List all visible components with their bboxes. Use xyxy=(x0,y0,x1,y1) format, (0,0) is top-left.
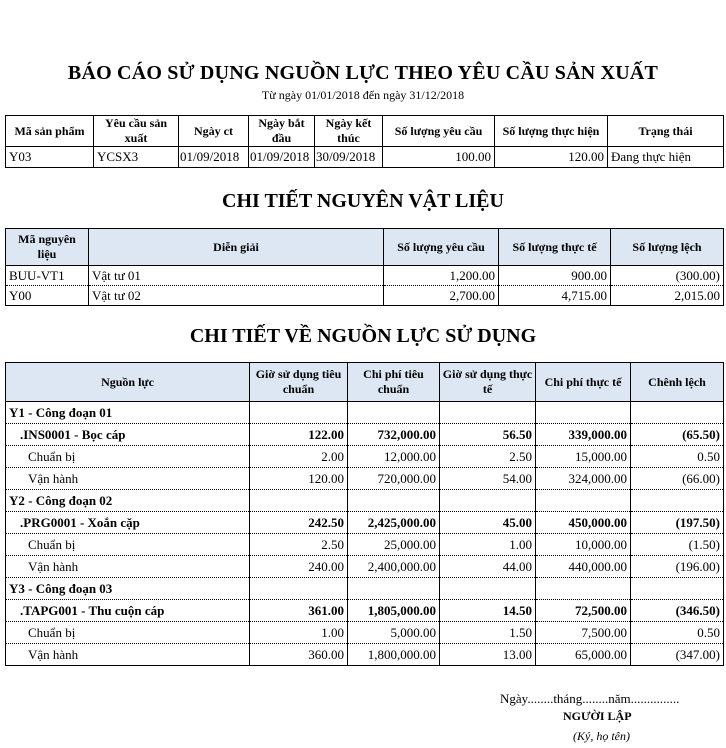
col-actual-hours: Giờ sử dụng thực tế xyxy=(440,363,536,402)
standard-cost: 5,000.00 xyxy=(348,622,440,644)
actual-cost: 440,000.00 xyxy=(536,556,631,578)
col-product-code: Mã sản phẩm xyxy=(6,116,94,147)
standard-cost xyxy=(348,578,440,600)
standard-hours xyxy=(250,578,348,600)
standard-cost: 720,000.00 xyxy=(348,468,440,490)
resource: Vận hành xyxy=(6,556,250,578)
signature-date-line: Ngày........tháng........năm............... xyxy=(500,691,680,706)
table-row xyxy=(6,266,724,286)
resource: Chuẩn bị xyxy=(6,446,250,468)
standard-cost: 25,000.00 xyxy=(348,534,440,556)
standard-cost: 12,000.00 xyxy=(348,446,440,468)
actual-hours xyxy=(440,402,536,424)
col-material-code: Mã nguyên liệu xyxy=(6,229,89,266)
production-request: YCSX3 xyxy=(94,147,179,168)
actual-hours: 45.00 xyxy=(440,512,536,534)
order-header-row xyxy=(6,116,724,147)
actual-hours: 1.00 xyxy=(440,534,536,556)
resource-row xyxy=(6,600,724,622)
standard-hours: 242.50 xyxy=(250,512,348,534)
step-row xyxy=(6,446,724,468)
actual-qty: 900.00 xyxy=(499,266,611,286)
actual-cost: 65,000.00 xyxy=(536,644,631,666)
material-description: Vật tư 02 xyxy=(89,286,384,306)
actual-cost: 339,000.00 xyxy=(536,424,631,446)
col-production-request: Yêu cầu sản xuất xyxy=(94,116,179,147)
difference: (1.50) xyxy=(631,534,724,556)
status-value: Đang thực hiện xyxy=(608,147,724,168)
actual-cost: 10,000.00 xyxy=(536,534,631,556)
col-standard-hours: Giờ sử dụng tiêu chuẩn xyxy=(250,363,348,402)
doc-date: 01/09/2018 xyxy=(179,147,249,168)
resource: Y3 - Công đoạn 03 xyxy=(6,578,250,600)
standard-cost: 1,800,000.00 xyxy=(348,644,440,666)
actual-cost: 72,500.00 xyxy=(536,600,631,622)
actual-hours: 14.50 xyxy=(440,600,536,622)
step-row xyxy=(6,644,724,666)
resources-table xyxy=(5,362,724,666)
resource: Chuẩn bị xyxy=(6,534,250,556)
difference: (65.50) xyxy=(631,424,724,446)
standard-cost xyxy=(348,402,440,424)
standard-cost: 732,000.00 xyxy=(348,424,440,446)
difference: 0.50 xyxy=(631,622,724,644)
signature-note: (Ký, họ tên) xyxy=(573,729,630,743)
resources-section-title: CHI TIẾT VỀ NGUỒN LỰC SỬ DỤNG xyxy=(189,325,537,347)
difference: (347.00) xyxy=(631,644,724,666)
col-required-qty: Số lượng yêu cầu xyxy=(384,229,499,266)
material-description: Vật tư 01 xyxy=(89,266,384,286)
material-code: Y00 xyxy=(6,286,89,306)
required-qty: 1,200.00 xyxy=(384,266,499,286)
difference: 0.50 xyxy=(631,446,724,468)
product-code: Y03 xyxy=(6,147,94,168)
standard-hours: 1.00 xyxy=(250,622,348,644)
standard-hours: 240.00 xyxy=(250,556,348,578)
group-row xyxy=(6,578,724,600)
group-row xyxy=(6,490,724,512)
report-date-range: Từ ngày 01/01/2018 đến ngày 31/12/2018 xyxy=(261,88,465,102)
col-actual-qty: Số lượng thực tế xyxy=(499,229,611,266)
signature-role: NGƯỜI LẬP xyxy=(563,709,632,723)
actual-qty: 120.00 xyxy=(495,147,608,168)
standard-hours: 361.00 xyxy=(250,600,348,622)
materials-section-title: CHI TIẾT NGUYÊN VẬT LIỆU xyxy=(222,190,504,212)
actual-hours: 1.50 xyxy=(440,622,536,644)
required-qty: 2,700.00 xyxy=(384,286,499,306)
actual-cost: 15,000.00 xyxy=(536,446,631,468)
actual-qty: 4,715.00 xyxy=(499,286,611,306)
resource: Vận hành xyxy=(6,644,250,666)
material-code: BUU-VT1 xyxy=(6,266,89,286)
report-title: BÁO CÁO SỬ DỤNG NGUỒN LỰC THEO YÊU CẦU SẢN XUẤT xyxy=(67,62,659,84)
difference: (346.50) xyxy=(631,600,724,622)
col-standard-cost: Chi phí tiêu chuẩn xyxy=(348,363,440,402)
required-qty: 100.00 xyxy=(383,147,495,168)
actual-hours: 2.50 xyxy=(440,446,536,468)
standard-hours xyxy=(250,402,348,424)
standard-cost: 2,425,000.00 xyxy=(348,512,440,534)
resource-row xyxy=(6,424,724,446)
standard-hours: 122.00 xyxy=(250,424,348,446)
difference: (66.00) xyxy=(631,468,724,490)
actual-hours: 56.50 xyxy=(440,424,536,446)
standard-hours: 120.00 xyxy=(250,468,348,490)
difference xyxy=(631,578,724,600)
actual-cost xyxy=(536,490,631,512)
actual-hours: 44.00 xyxy=(440,556,536,578)
difference xyxy=(631,402,724,424)
actual-cost xyxy=(536,578,631,600)
standard-hours: 360.00 xyxy=(250,644,348,666)
resource: Chuẩn bị xyxy=(6,622,250,644)
actual-hours: 54.00 xyxy=(440,468,536,490)
difference: (196.00) xyxy=(631,556,724,578)
step-row xyxy=(6,622,724,644)
col-end-date: Ngày kết thúc xyxy=(315,116,383,147)
actual-cost: 450,000.00 xyxy=(536,512,631,534)
col-actual-qty: Số lượng thực hiện xyxy=(495,116,608,147)
variance-qty: (300.00) xyxy=(611,266,724,286)
resource-row xyxy=(6,512,724,534)
col-description: Diễn giải xyxy=(89,229,384,266)
resource: Vận hành xyxy=(6,468,250,490)
standard-hours: 2.50 xyxy=(250,534,348,556)
col-difference: Chênh lệch xyxy=(631,363,724,402)
standard-cost xyxy=(348,490,440,512)
resources-header-row xyxy=(6,363,724,402)
order-table xyxy=(5,115,724,168)
resource: .PRG0001 - Xoắn cặp xyxy=(6,512,250,534)
group-row xyxy=(6,402,724,424)
col-required-qty: Số lượng yêu cầu xyxy=(383,116,495,147)
step-row xyxy=(6,556,724,578)
standard-hours xyxy=(250,490,348,512)
standard-cost: 1,805,000.00 xyxy=(348,600,440,622)
step-row xyxy=(6,468,724,490)
col-doc-date: Ngày ct xyxy=(179,116,249,147)
difference xyxy=(631,490,724,512)
materials-header-row xyxy=(6,229,724,266)
col-start-date: Ngày bắt đầu xyxy=(249,116,315,147)
actual-hours xyxy=(440,578,536,600)
actual-cost: 324,000.00 xyxy=(536,468,631,490)
actual-hours: 13.00 xyxy=(440,644,536,666)
materials-table xyxy=(5,228,724,306)
difference: (197.50) xyxy=(631,512,724,534)
table-row xyxy=(6,147,724,168)
col-status: Trạng thái xyxy=(608,116,724,147)
standard-cost: 2,400,000.00 xyxy=(348,556,440,578)
end-date: 30/09/2018 xyxy=(315,147,383,168)
table-row xyxy=(6,286,724,306)
variance-qty: 2,015.00 xyxy=(611,286,724,306)
resource: .TAPG001 - Thu cuộn cáp xyxy=(6,600,250,622)
start-date: 01/09/2018 xyxy=(249,147,315,168)
resource: .INS0001 - Bọc cáp xyxy=(6,424,250,446)
step-row xyxy=(6,534,724,556)
resource: Y1 - Công đoạn 01 xyxy=(6,402,250,424)
actual-cost: 7,500.00 xyxy=(536,622,631,644)
resource: Y2 - Công đoạn 02 xyxy=(6,490,250,512)
actual-hours xyxy=(440,490,536,512)
col-resource: Nguồn lực xyxy=(6,363,250,402)
standard-hours: 2.00 xyxy=(250,446,348,468)
col-actual-cost: Chi phí thực tế xyxy=(536,363,631,402)
actual-cost xyxy=(536,402,631,424)
col-variance-qty: Số lượng lệch xyxy=(611,229,724,266)
